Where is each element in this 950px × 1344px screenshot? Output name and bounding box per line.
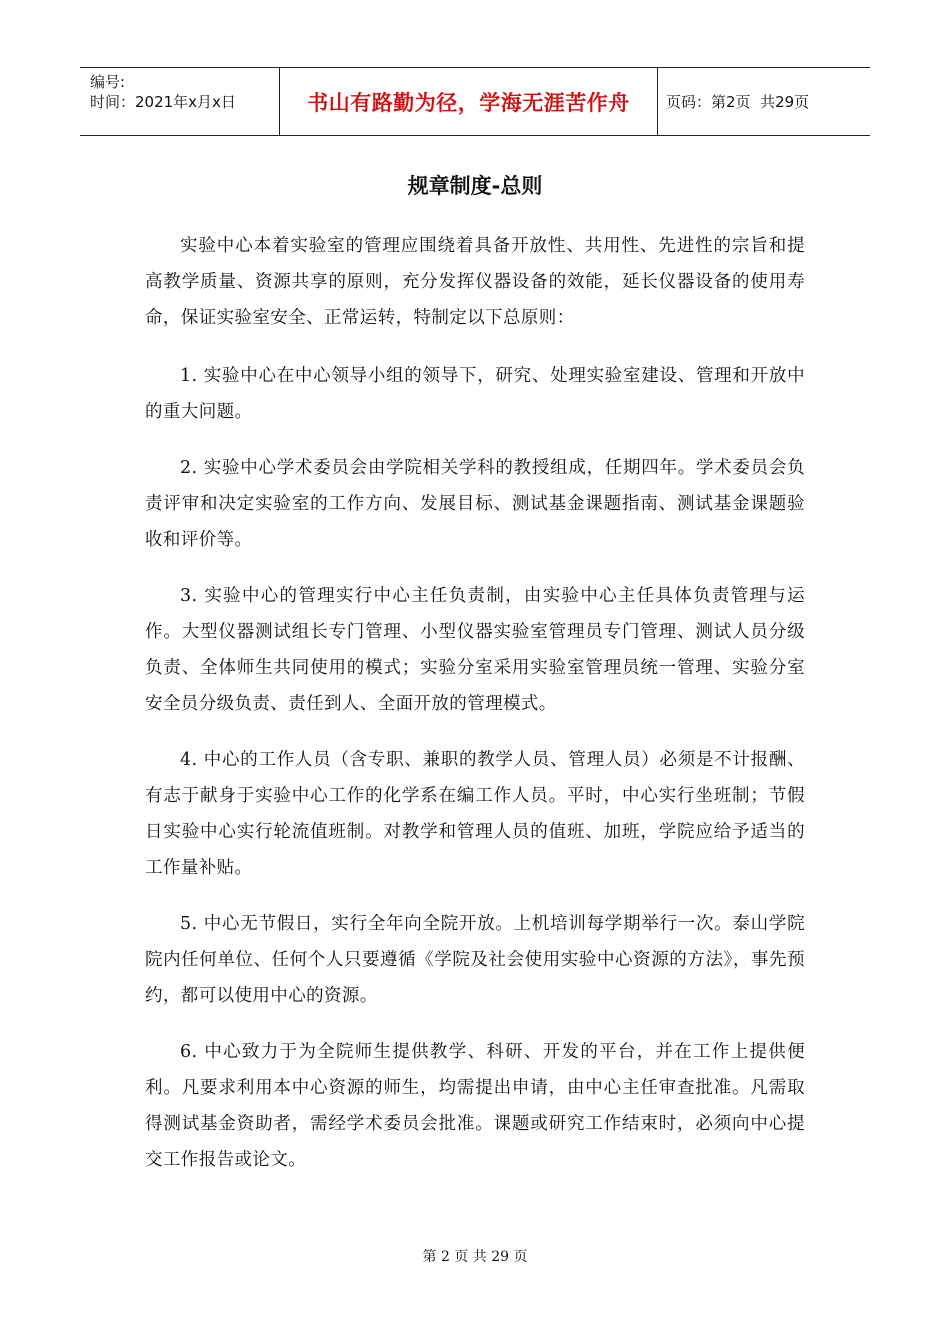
motto-text: 书山有路勤为径，学海无涯苦作舟 <box>307 90 630 115</box>
rule-item-5: 5. 中心无节假日，实行全年向全院开放。上机培训每学期举行一次。泰山学院院内任何单位、任何个人只要遵循《学院及社会使用实验中心资源的方法》，事先预约，都可以使用中心的资源。 <box>145 914 805 1006</box>
rule-item-3: 3. 实验中心的管理实行中心主任负责制，由实验中心主任具体负责管理与运作。大型仪器测试组长专门管理、小型仪器实验室管理员专门管理、测试人员分级负责、全体师生共同使用的模式；实验分室采用实验室管理员统一管理、实验分室安全员分级负责、责任到人、全面开放的管理模式。 <box>145 586 805 714</box>
header-motto-cell <box>280 68 658 135</box>
page-label: 页码：第2页 共29页 <box>666 93 810 111</box>
intro-paragraph: 实验中心本着实验室的管理应围绕着具备开放性、共用性、先进性的宗旨和提高教学质量、资源共享的原则，充分发挥仪器设备的效能，延长仪器设备的使用寿命，保证实验室安全、正常运转，特制定以下总原则： <box>145 236 805 328</box>
rule-item-6: 6. 中心致力于为全院师生提供教学、科研、开发的平台，并在工作上提供便利。凡要求利用本中心资源的师生，均需提出申请，由中心主任审查批准。凡需取得测试基金资助者，需经学术委员会批准。课题或研究工作结束时，必须向中心提交工作报告或论文。 <box>145 1042 805 1170</box>
document-body <box>145 228 805 1198</box>
header-page-cell <box>658 68 870 135</box>
rule-item-1: 1. 实验中心在中心领导小组的领导下，研究、处理实验室建设、管理和开放中的重大问题。 <box>145 366 805 422</box>
rule-item-4: 4. 中心的工作人员（含专职、兼职的教学人员、管理人员）必须是不计报酬、有志于献身于实验中心工作的化学系在编工作人员。平时，中心实行坐班制；节假日实验中心实行轮流值班制。对教学和管理人员的值班、加班，学院应给予适当的工作量补贴。 <box>145 750 805 878</box>
page-footer: 第 2 页 共 29 页 <box>422 1249 528 1265</box>
rule-item-2: 2. 实验中心学术委员会由学院相关学科的教授组成，任期四年。学术委员会负责评审和决定实验室的工作方向、发展目标、测试基金课题指南、测试基金课题验收和评价等。 <box>145 458 805 550</box>
date-label: 时间：2021年x月x日 <box>90 93 236 111</box>
document-title: 规章制度-总则 <box>407 174 543 198</box>
number-label: 编号: <box>90 73 126 91</box>
page-header <box>80 67 870 136</box>
header-meta-cell <box>80 68 280 135</box>
